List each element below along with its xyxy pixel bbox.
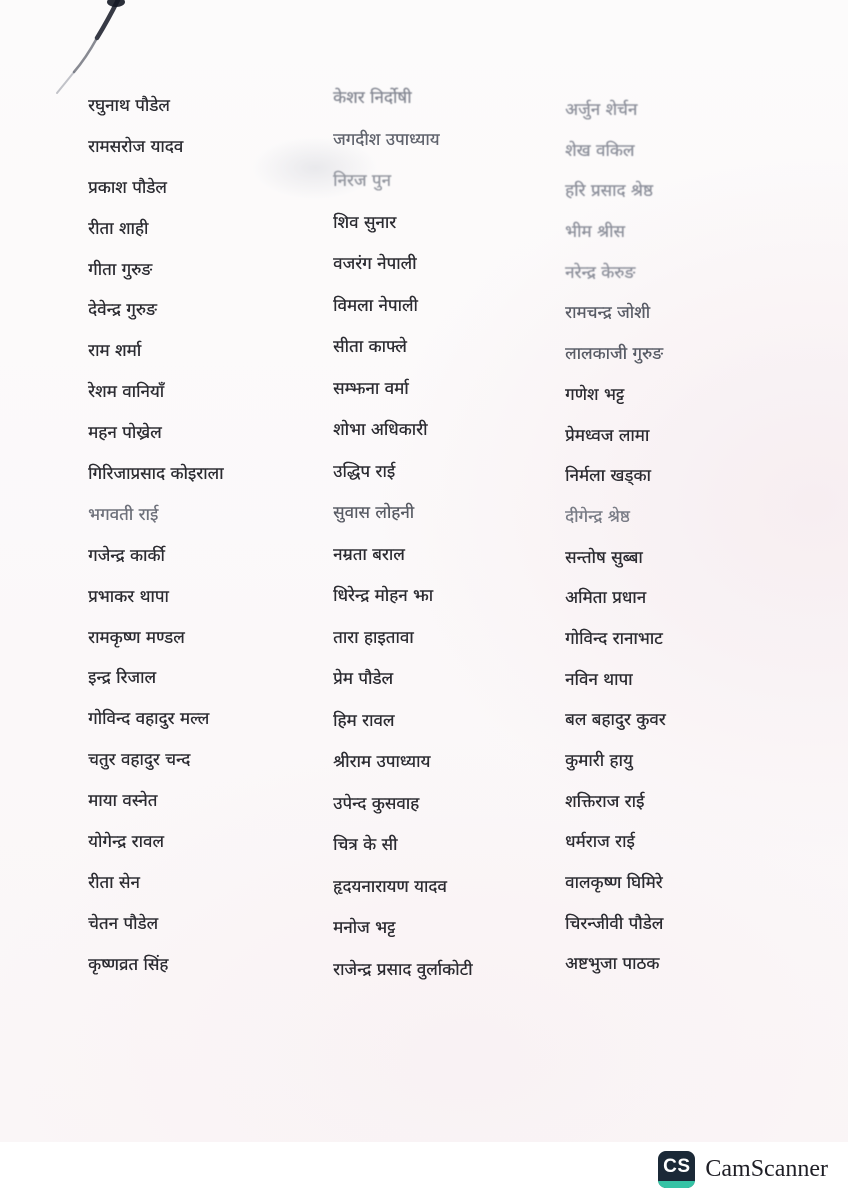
name-column-3 [565,99,666,994]
person-name: योगेन्द्र रावल [88,832,164,853]
person-name: धर्मराज राई [565,832,635,853]
person-name: निरज पुन [333,171,391,191]
person-name: रीता शाही [88,218,149,239]
person-name: रामकृष्ण मण्डल [88,627,185,648]
person-name: रेशम वानियाँ [88,382,165,403]
person-name: चतुर वहादुर चन्द [88,750,191,771]
person-name: अमिता प्रधान [565,588,647,609]
camscanner-logo-accent-bar [658,1181,695,1188]
person-name: प्रभाकर थापा [88,586,169,607]
person-name: रघुनाथ पौडेल [88,96,170,116]
camscanner-brand-text: CamScanner [705,1156,828,1182]
person-name: निर्मला खड्का [565,466,651,487]
person-name: हिम रावल [333,710,395,731]
person-name: गोविन्द वहादुर मल्ल [88,709,210,730]
person-name: सुवास लोहनी [333,503,415,523]
person-name: इन्द्र रिजाल [88,668,156,689]
person-name: गोविन्द रानाभाट [565,628,663,649]
person-name: केशर निर्दोषी [333,88,412,108]
name-column-1 [88,95,223,995]
person-name: गिरिजाप्रसाद कोइराला [88,464,224,485]
person-name: रामसरोज यादव [88,136,184,157]
person-name: भीम श्रीस [565,222,625,243]
person-name: गीता गुरुङ [88,259,153,280]
person-name: राजेन्द्र प्रसाद वुर्लाकोटी [333,959,473,980]
camscanner-watermark [658,1151,828,1188]
person-name: वजरंग नेपाली [333,254,417,274]
person-name: वालकृष्ण घिमिरे [565,873,663,894]
person-name: सन्तोष सुब्बा [565,547,643,568]
person-name: बल बहादुर कुवर [565,710,666,731]
person-name: शक्तिराज राई [565,791,645,812]
person-name: प्रकाश पौडेल [88,177,167,198]
camscanner-logo-letters: CS [663,1156,691,1177]
person-name: सम्झना वर्मा [333,378,409,399]
person-name: नविन थापा [565,669,633,690]
person-name: चेतन पौडेल [88,913,159,934]
person-name: अष्टभुजा पाठक [565,954,660,975]
person-name: हृदयनारायण यादव [333,876,447,897]
person-name: जगदीश उपाध्याय [333,129,440,150]
person-name: नम्रता बराल [333,544,405,565]
person-name: दीगेन्द्र श्रेष्ठ [565,506,630,527]
person-name: शिव सुनार [333,212,397,233]
person-name: तारा हाइतावा [333,627,414,648]
camscanner-logo-icon [658,1151,695,1188]
person-name: श्रीराम उपाध्याय [333,752,431,772]
person-name: देवेन्द्र गुरुङ [88,300,157,321]
person-name: भगवती राई [88,504,159,525]
person-name: सीता काफ्ले [333,337,407,357]
person-name: कुमारी हायु [565,751,633,771]
person-name: महन पोख्रेल [88,423,162,444]
person-name: हरि प्रसाद श्रेष्ठ [565,181,653,202]
person-name: गणेश भट्ट [565,384,625,405]
name-column-2 [333,87,472,1000]
person-name: अर्जुन शेर्चन [565,100,638,120]
person-name: नरेन्द्र केरुङ [565,262,636,283]
person-name: प्रेमध्वज लामा [565,425,650,446]
person-name: रामचन्द्र जोशी [565,303,650,324]
person-name: राम शर्मा [88,341,142,362]
person-name: शोभा अधिकारी [333,420,428,440]
person-name: उपेन्द कुसवाह [333,793,420,814]
person-name: गजेन्द्र कार्की [88,545,165,566]
person-name: विमला नेपाली [333,295,418,316]
person-name: उद्धिप राई [333,461,396,482]
person-name: मनोज भट्ट [333,918,396,938]
person-name: धिरेन्द्र मोहन झा [333,586,434,606]
person-name: रीता सेन [88,872,140,893]
person-name: लालकाजी गुरुङ [565,344,663,365]
person-name: चित्र के सी [333,835,398,855]
person-name: शेख वकिल [565,140,635,161]
person-name: माया वस्नेत [88,791,158,812]
pen-mark-artifact [0,0,170,110]
person-name: कृष्णव्रत सिंह [88,954,169,975]
person-name: चिरन्जीवी पौडेल [565,913,664,934]
person-name: प्रेम पौडेल [333,669,393,689]
